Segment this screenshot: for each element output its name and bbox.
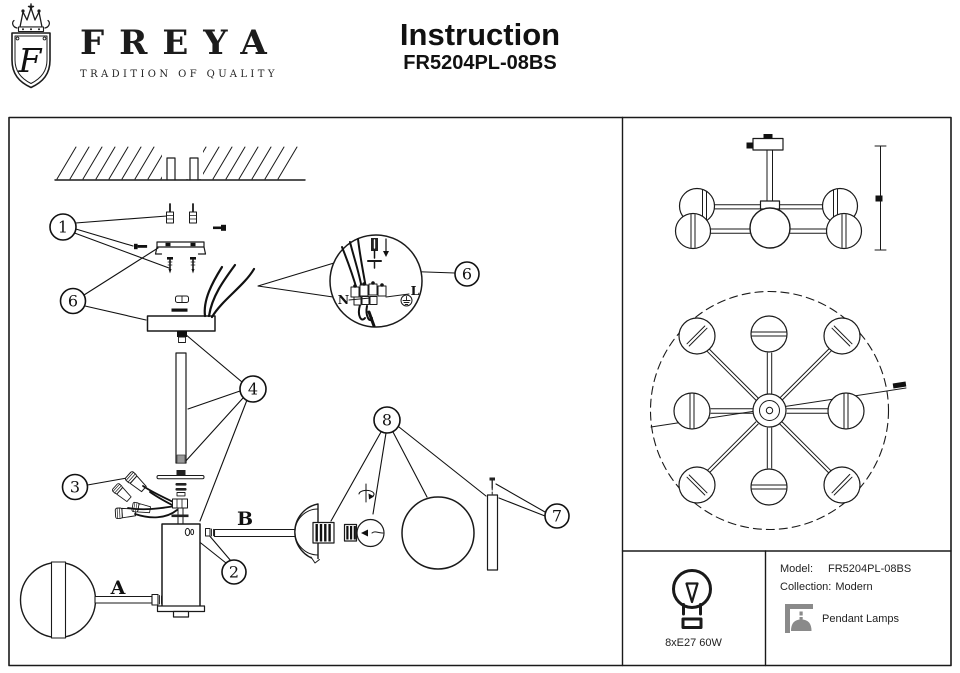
page-model-code: FR5204PL-08BS — [403, 52, 557, 74]
mounting-bracket — [156, 242, 206, 254]
screw-right — [213, 225, 226, 231]
collection-row — [780, 581, 873, 594]
terminal-pill — [176, 296, 189, 303]
callout-6-detail-label: 6 — [461, 264, 473, 284]
brand-block — [80, 23, 282, 80]
glass-globe-a — [21, 562, 96, 638]
model-row — [780, 563, 911, 576]
decor-rod — [488, 478, 498, 571]
lamp-body — [158, 524, 205, 617]
drill-hole — [167, 158, 175, 180]
glass-globe-spare — [402, 497, 474, 569]
brand-crest-icon — [12, 4, 50, 88]
model-label: Model: — [780, 563, 814, 575]
category-label: Pendant Lamps — [822, 613, 900, 625]
callout-1-label: 1 — [57, 217, 69, 237]
neutral-wire-label: N — [337, 292, 350, 307]
downrod — [157, 353, 204, 496]
bulb-spec-text: 8xE27 60W — [665, 637, 722, 649]
top-view — [651, 292, 907, 530]
arm-a-label: A — [110, 577, 126, 599]
brand-tagline: TRADITION OF QUALITY — [80, 69, 278, 80]
callout-3-label: 3 — [69, 477, 81, 497]
bracket-screws — [167, 257, 196, 274]
bulb-socket — [313, 523, 334, 544]
arm-a — [95, 595, 162, 606]
brand-name: FREYA — [80, 23, 282, 63]
light-bulb — [345, 520, 385, 547]
pin-bar — [172, 309, 188, 312]
arm-b-label: B — [236, 508, 254, 530]
callout-6-main-label: 6 — [67, 291, 79, 311]
screw-left — [134, 244, 147, 249]
ceiling-section — [55, 143, 305, 180]
wall-anchors — [167, 204, 197, 223]
ceiling-canopy — [148, 316, 216, 343]
page-title: Instruction — [399, 17, 561, 52]
brand-monogram: F — [18, 41, 42, 80]
callout-8-label: 8 — [381, 410, 393, 430]
rotate-icon — [359, 484, 374, 502]
drill-hole — [190, 158, 198, 180]
supply-wires — [205, 265, 254, 317]
collection-label: Collection: — [780, 581, 832, 593]
collection-value: Modern — [835, 581, 873, 593]
hub — [753, 394, 786, 427]
wiring-detail — [330, 235, 422, 327]
live-wire-label: L — [410, 283, 420, 298]
callout-4-label: 4 — [247, 379, 259, 399]
callout-7-label: 7 — [551, 506, 563, 526]
side-view — [676, 134, 887, 250]
model-value: FR5204PL-08BS — [828, 563, 912, 575]
callout-2-label: 2 — [228, 562, 240, 582]
pendant-lamp-icon — [785, 604, 813, 633]
title-block — [330, 19, 630, 76]
arm-socket-hole — [185, 528, 193, 535]
wire-connectors — [112, 471, 151, 519]
height-dimension — [875, 146, 886, 250]
bulb-spec-icon — [674, 571, 711, 628]
